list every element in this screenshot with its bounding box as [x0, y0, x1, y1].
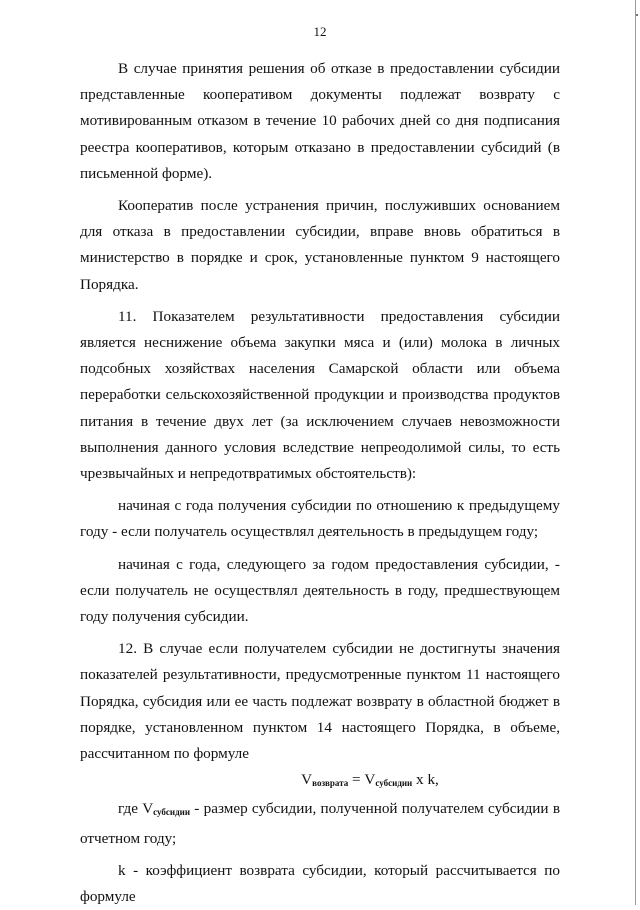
- paragraph-11: 11. Показателем результативности предоставления субсидии является неснижение объема закупки мяса и (или) молока в личных подсобных хозяйствах населения Самарской области или объема переработки сельскохозяйственной продукции и производства продуктов питания в течение двух лет (за исключением случаев невозможности выполнения данного условия вследствие непреодолимой силы, то есть чрезвычайных и непредотвратимых обстоятельств):: [80, 307, 560, 483]
- paragraph-previous-year: начиная с года получения субсидии по отношению к предыдущему году - если получатель осуществлял деятельность в предыдущем году;: [80, 497, 560, 541]
- page-number: 12: [313, 24, 327, 39]
- document-body: [80, 56, 560, 910]
- paragraph-reapply: Кооператив после устранения причин, послуживших основанием для отказа в предоставлении субсидии, вправе вновь обратиться в министерство в порядке и срок, установленные пунктом 9 настоящего Порядка.: [80, 197, 560, 293]
- scan-mark: [636, 14, 638, 16]
- definition-k: k - коэффициент возврата субсидии, который рассчитывается по формуле: [80, 861, 560, 906]
- page-edge-line: [635, 0, 636, 905]
- paragraph-following-year: начиная с года, следующего за годом предоставления субсидии, - если получатель не осуществлял деятельность в году, предшествующем году получения субсидии.: [80, 555, 560, 626]
- formula-return: $V_{возврата} = V_{субсидии}$ x k,: [301, 771, 439, 789]
- definition-v-subsidy: где $V_{субсидии}$ - размер субсидии, полученной получателем субсидии в отчетном году;: [80, 800, 560, 847]
- paragraph-refusal: В случае принятия решения об отказе в предоставлении субсидии представленные кооперативом документы подлежат возврату с мотивированным отказом в течение 10 рабочих дней со дня подписания реестра кооперативов, которым отказано в предоставлении субсидий (в письменной форме).: [80, 60, 560, 182]
- paragraph-12: 12. В случае если получателем субсидии не достигнуты значения показателей результативности, предусмотренные пунктом 11 настоящего Порядка, субсидия или ее часть подлежат возврату в областной бюджет в порядке, установленном пунктом 14 настоящего Порядка, в объеме, рассчитанном по формуле: [80, 640, 560, 763]
